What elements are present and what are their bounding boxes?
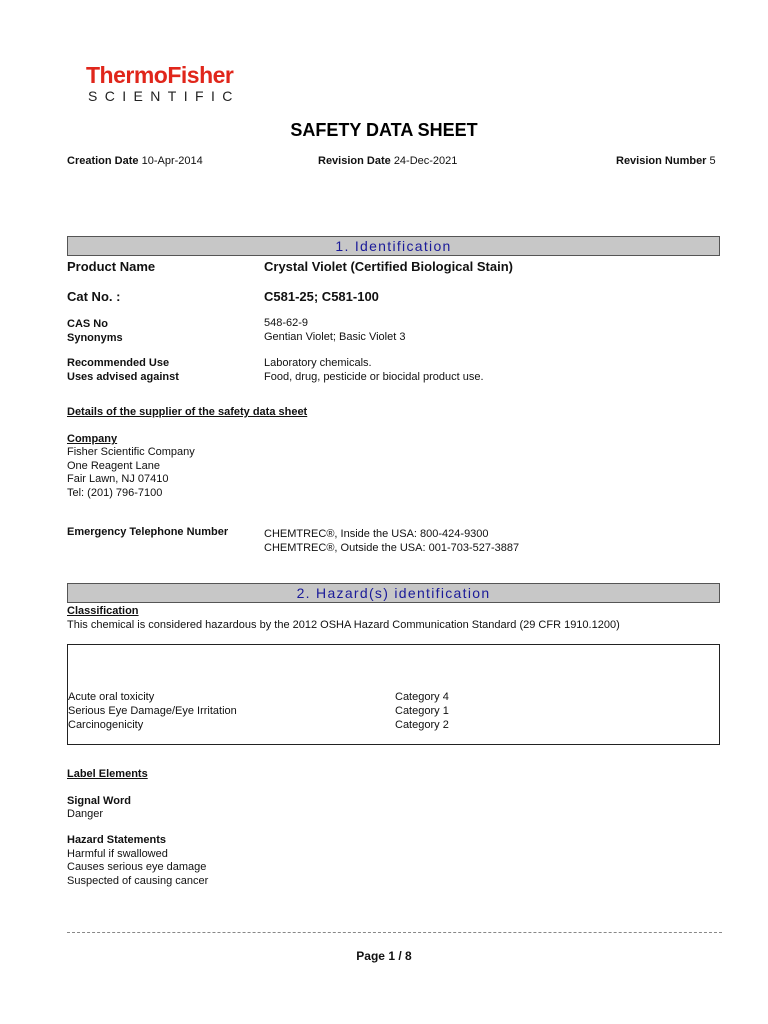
emergency-phone-line: CHEMTREC®, Outside the USA: 001-703-527-3887 [264, 542, 520, 554]
hazard-statement: Harmful if swallowed [67, 848, 168, 860]
uses-advised-against-label: Uses advised against [67, 371, 179, 383]
hazard-statement: Causes serious eye damage [67, 861, 207, 873]
revision-date-value: 24-Dec-2021 [393, 155, 458, 167]
product-name-label: Product Name [67, 259, 156, 274]
company-line: One Reagent Lane [67, 460, 160, 472]
product-name-value: Crystal Violet (Certified Biological Stain) [264, 259, 513, 274]
hazard-statements-heading: Hazard Statements [67, 834, 167, 846]
company-logo-subtitle: SCIENTIFIC [88, 88, 240, 104]
classification-text: This chemical is considered hazardous by the 2012 OSHA Hazard Communication Standard (29 CFR 1910.1200) [67, 619, 620, 631]
creation-date [67, 155, 203, 167]
hazard-classification-table [67, 644, 720, 745]
hazard-name: Acute oral toxicity [68, 691, 155, 703]
cas-no-value: 548-62-9 [264, 317, 309, 329]
label-elements-heading: Label Elements [67, 768, 148, 780]
classification-heading: Classification [67, 605, 139, 617]
page-number [0, 949, 768, 963]
revision-date [318, 155, 457, 167]
hazard-category: Category 4 [395, 691, 449, 703]
hazard-statement: Suspected of causing cancer [67, 875, 209, 887]
revision-number-value: 5 [709, 155, 716, 167]
recommended-use-value: Laboratory chemicals. [264, 357, 372, 369]
page-number-value: 1 / 8 [388, 949, 412, 963]
uses-advised-against-value: Food, drug, pesticide or biocidal product use. [264, 371, 484, 383]
company-line: Fair Lawn, NJ 07410 [67, 473, 169, 485]
hazard-category: Category 2 [395, 719, 449, 731]
company-line: Tel: (201) 796-7100 [67, 487, 163, 499]
hazard-name: Carcinogenicity [68, 719, 144, 731]
cas-no-label: CAS No [67, 318, 108, 330]
creation-date-label: Creation Date [67, 155, 139, 167]
company-logo-wordmark: ThermoFisher [86, 62, 234, 88]
signal-word-value: Danger [67, 808, 104, 820]
recommended-use-label: Recommended Use [67, 357, 170, 369]
page-number-label: Page [356, 949, 385, 963]
cat-no-label: Cat No. : [67, 289, 121, 304]
footer-divider [67, 932, 722, 933]
document-title: SAFETY DATA SHEET [290, 120, 478, 140]
hazard-name: Serious Eye Damage/Eye Irritation [68, 705, 237, 717]
creation-date-value: 10-Apr-2014 [141, 155, 203, 167]
emergency-phone-label: Emergency Telephone Number [67, 526, 229, 538]
revision-date-label: Revision Date [318, 155, 391, 167]
company-heading: Company [67, 433, 118, 445]
supplier-details-heading: Details of the supplier of the safety data sheet [67, 406, 308, 418]
hazard-category: Category 1 [395, 705, 449, 717]
cat-no-value: C581-25; C581-100 [264, 289, 379, 304]
revision-number [616, 155, 716, 167]
company-line: Fisher Scientific Company [67, 446, 195, 458]
synonyms-label: Synonyms [67, 332, 123, 344]
synonyms-value: Gentian Violet; Basic Violet 3 [264, 331, 406, 343]
section-2-header: 2. Hazard(s) identification [67, 583, 720, 603]
signal-word-heading: Signal Word [67, 795, 131, 807]
section-1-header: 1. Identification [67, 236, 720, 256]
emergency-phone-line: CHEMTREC®, Inside the USA: 800-424-9300 [264, 528, 489, 540]
revision-number-label: Revision Number [616, 155, 707, 167]
